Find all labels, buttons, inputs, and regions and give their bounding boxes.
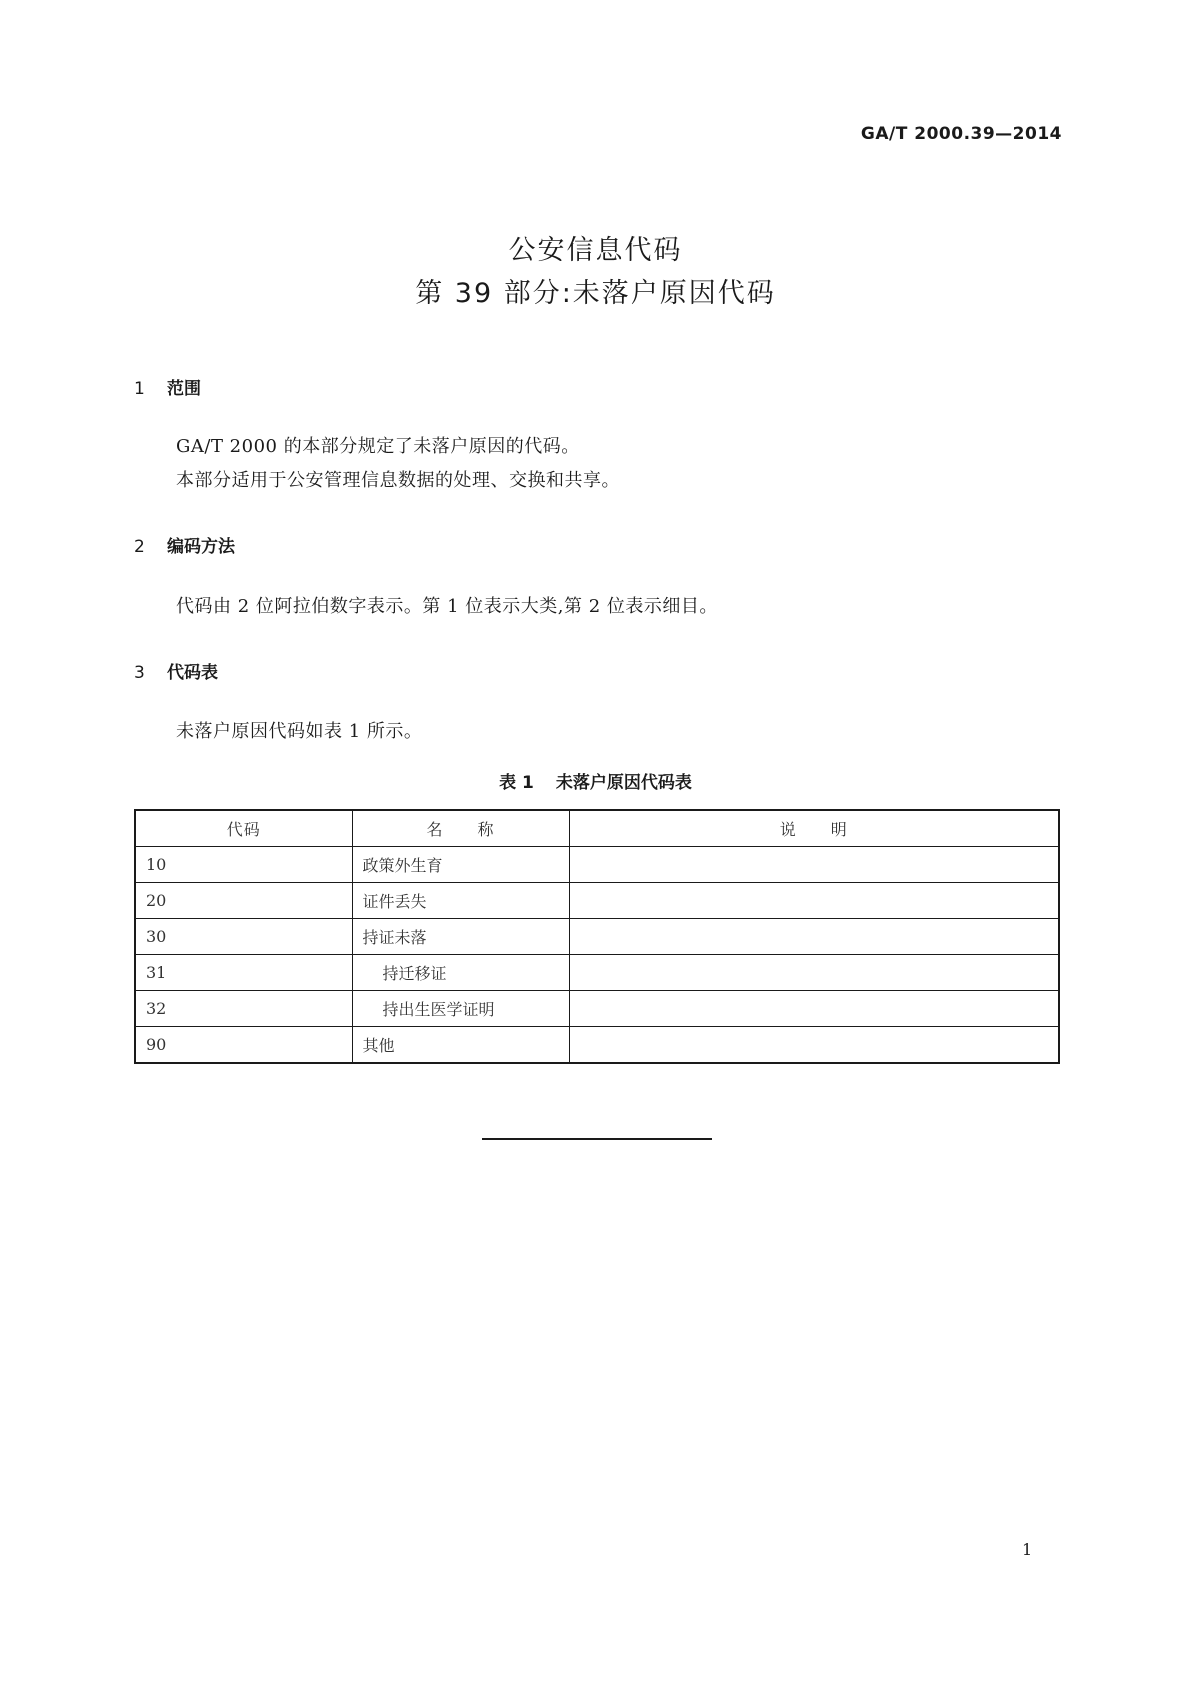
note-cell (569, 991, 1059, 1027)
section-heading-code-table (134, 658, 218, 683)
table-caption (0, 768, 1191, 793)
table-caption-text: 未落户原因代码表 (555, 773, 692, 793)
code-cell: 20 (135, 883, 352, 919)
note-cell (569, 955, 1059, 991)
code-cell: 30 (135, 919, 352, 955)
note-cell (569, 883, 1059, 919)
code-cell: 32 (135, 991, 352, 1027)
name-cell: 持迁移证 (352, 955, 569, 991)
section-number: 3 (134, 663, 145, 683)
standard-number: GA/T 2000.39—2014 (860, 124, 1062, 144)
header-note: 说 明 (569, 810, 1059, 847)
name-cell: 其他 (352, 1027, 569, 1064)
section-title: 编码方法 (167, 537, 235, 557)
name-cell: 持出生医学证明 (352, 991, 569, 1027)
table-row (135, 955, 1059, 991)
section-title: 代码表 (167, 663, 218, 683)
section-heading-scope (134, 374, 201, 399)
note-cell (569, 847, 1059, 883)
header-name: 名 称 (352, 810, 569, 847)
table-caption-number: 表 1 (499, 773, 534, 793)
end-of-document-rule (482, 1138, 712, 1140)
document-title: 公安信息代码 (508, 235, 683, 266)
code-cell: 31 (135, 955, 352, 991)
section-title: 范围 (167, 379, 201, 399)
name-cell: 持证未落 (352, 919, 569, 955)
note-cell (569, 1027, 1059, 1064)
note-cell (569, 919, 1059, 955)
name-cell: 证件丢失 (352, 883, 569, 919)
code-table-intro: 未落户原因代码如表 1 所示。 (176, 721, 423, 742)
scope-paragraph-2: 本部分适用于公安管理信息数据的处理、交换和共享。 (176, 470, 620, 491)
table-row (135, 1027, 1059, 1064)
page-number: 1 (1022, 1540, 1033, 1559)
table-row (135, 847, 1059, 883)
code-cell: 10 (135, 847, 352, 883)
name-cell: 政策外生育 (352, 847, 569, 883)
document-subtitle: 第 39 部分:未落户原因代码 (415, 278, 776, 309)
section-number: 1 (134, 379, 145, 399)
code-cell: 90 (135, 1027, 352, 1064)
scope-paragraph-1: GA/T 2000 的本部分规定了未落户原因的代码。 (176, 436, 580, 457)
table-row (135, 991, 1059, 1027)
section-heading-coding-method (134, 532, 235, 557)
section-number: 2 (134, 537, 145, 557)
table-header-row (135, 810, 1059, 847)
coding-method-paragraph: 代码由 2 位阿拉伯数字表示。第 1 位表示大类,第 2 位表示细目。 (176, 596, 718, 617)
header-code: 代码 (135, 810, 352, 847)
code-table (134, 809, 1060, 1064)
table-row (135, 883, 1059, 919)
table-row (135, 919, 1059, 955)
